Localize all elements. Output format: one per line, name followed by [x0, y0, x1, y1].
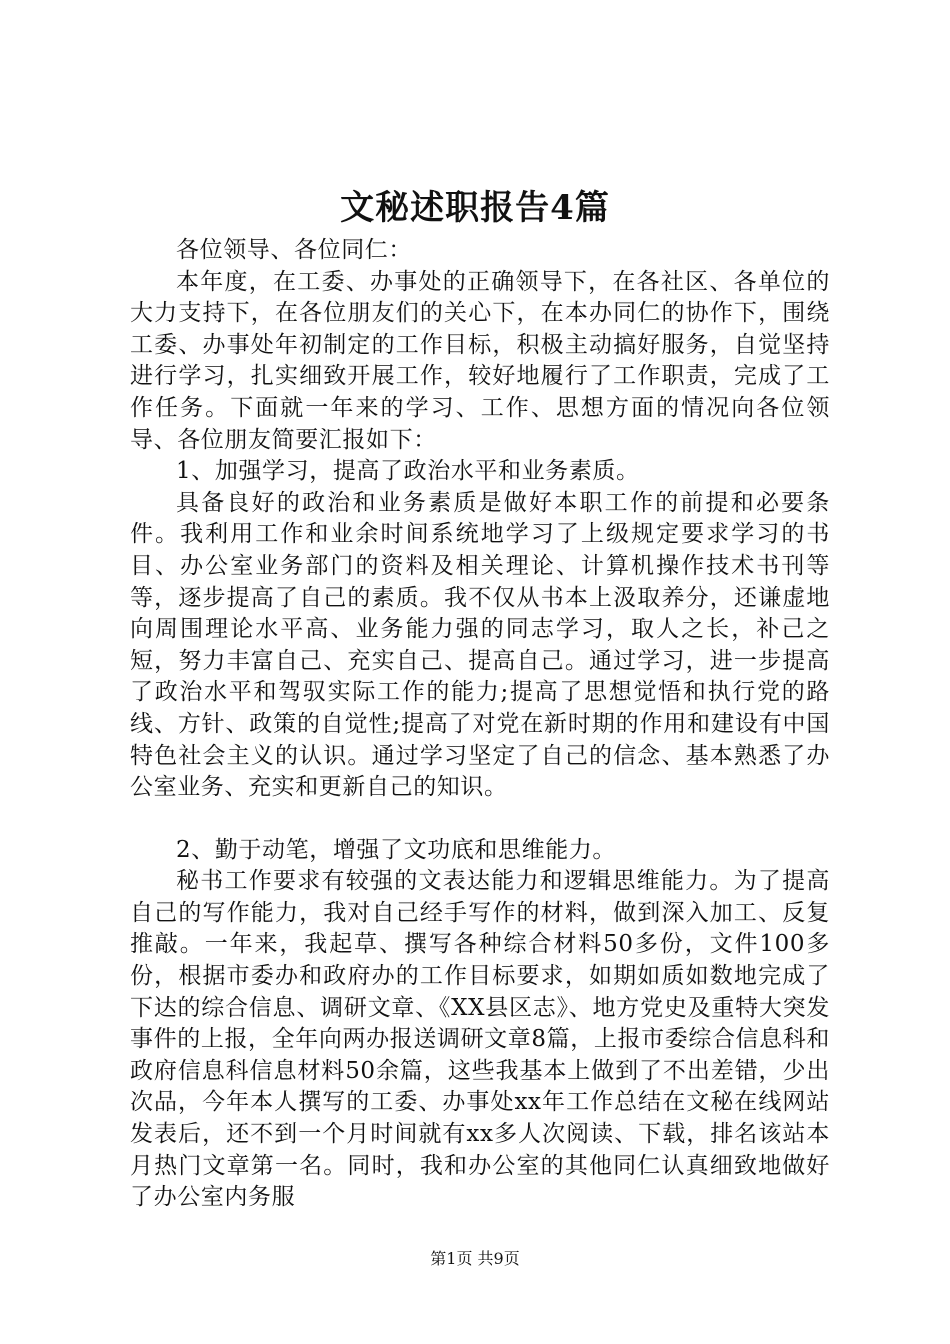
section-paragraph-1: 具备良好的政治和业务素质是做好本职工作的前提和必要条件。我利用工作和业余时间系统地学习了上级规定要求学习的书目、办公室业务部门的资料及相关理论、计算机操作技术书刊等等，逐步提高了自己的素质。我不仅从书本上汲取养分，还谦虚地向周围理论水平高、业务能力强的同志学习，取人之长，补己之短，努力丰富自己、充实自己、提高自己。通过学习，进一步提高了政治水平和驾驭实际工作的能力;提高了思想觉悟和执行党的路线、方针、政策的自觉性;提高了对党在新时期的作用和建设有中国特色社会主义的认识。通过学习坚定了自己的信念、基本熟悉了办公室业务、充实和更新自己的知识。 — [130, 489, 830, 801]
document-title: 文秘述职报告4篇 — [340, 188, 610, 228]
section-paragraph-2: 秘书工作要求有较强的文表达能力和逻辑思维能力。为了提高自己的写作能力，我对自己经手写作的材料，做到深入加工、反复推敲。一年来，我起草、撰写各种综合材料50多份，文件100多份，根据市委办和政府办的工作目标要求，如期如质如数地完成了下达的综合信息、调研文章、《XX县区志》、地方党史及重特大突发事件的上报，全年向两办报送调研文章8篇，上报市委综合信息科和政府信息科信息材料50余篇，这些我基本上做到了不出差错，少出次品，今年本人撰写的工委、办事处xx年工作总结在文秘在线网站发表后，还不到一个月时间就有xx多人次阅读、下载，排名该站本月热门文章第一名。同时，我和办公室的其他同仁认真细致地做好了办公室内务服 — [130, 868, 830, 1211]
intro-paragraph: 本年度，在工委、办事处的正确领导下，在各社区、各单位的大力支持下，在各位朋友们的关心下，在本办同仁的协作下，围绕工委、办事处年初制定的工作目标，积极主动搞好服务，自觉坚持进行学习，扎实细致开展工作，较好地履行了工作职责，完成了工作任务。下面就一年来的学习、工作、思想方面的情况向各位领导、各位朋友简要汇报如下： — [130, 268, 830, 453]
section-heading-1: 1、加强学习，提高了政治水平和业务素质。 — [176, 458, 640, 485]
salutation-paragraph: 各位领导、各位同仁： — [176, 237, 412, 263]
page-number-footer: 第1页 共9页 — [430, 1249, 520, 1268]
section-heading-2: 2、勤于动笔，增强了文功底和思维能力。 — [176, 836, 617, 863]
document-body — [130, 235, 830, 1214]
